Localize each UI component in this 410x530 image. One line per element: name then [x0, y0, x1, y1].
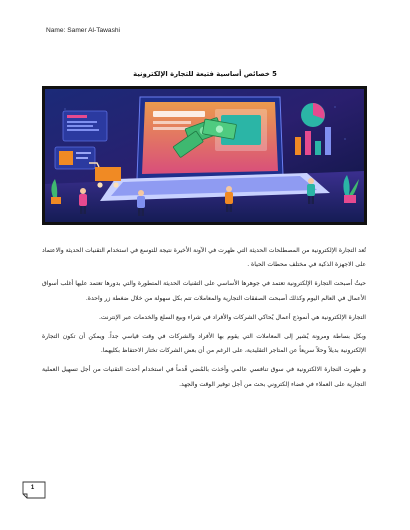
- ecommerce-illustration: [42, 86, 367, 225]
- paragraph-5: و ظهرت التجارة الالكترونية في سوق تنافسي عالمي وأخذت بالمُضي قُدماً في استخدام أحدث التقنيات من أجل تسهيل العملية التجارية على العملاء في فضاء إلكتروني بحث من أجل توفير الوقت والجهد.: [42, 366, 366, 388]
- ecommerce-illustration-art: [45, 89, 364, 222]
- document-body: [42, 244, 366, 397]
- paragraph-3: التجارة الإلكترونية هي أنموذج أعمال يُحاكي الشركات والأفراد في شراء وبيع السلع والخدمات عبر الإنترنت.: [99, 313, 366, 321]
- document-title: 5 خصائص أساسية فتيعة للتجارة الإلكترونية: [133, 70, 277, 78]
- page-number-badge: [22, 481, 47, 499]
- paragraph-2: حيثُ أصبحت التجارة الإلكترونية تعتمد في جوهرها الأساسي على التقنيات الحديثة المتطورة والتي بدورها تعتمد عليها أغلب أسواق الأعمال في العالم اليوم وكذلك أصبحت الصفقات التجارية والمعاملات تتم بكل سهولة من خلال ضغطة زر واحدة.: [42, 280, 366, 302]
- author-name: Name: Samer Al-Tawashi: [46, 27, 121, 34]
- paragraph-4: وبكل بساطة ومرونة يُشير إلى المعاملات التي يقوم بها الأفراد والشركات في وقت قياسي جداً. ويمكن أن تكون التجارة الإلكترونية بديلاً وحلاً سريعاً عن المتاجر التقليدية، على الرغم من أن بعض الشركات تختار الاحتفاظ بكليهما.: [42, 333, 366, 355]
- page-number: 1: [30, 485, 35, 491]
- paragraph-1: تُعد التجارة الإلكترونية من المصطلحات الحديثة التي ظهرت في الآونة الأخيرة نتيجة للتوسع في استخدام التقنيات الحديثة والاعتماد على الاجهزة الذكية في مختلف محطات الحياة .: [42, 247, 366, 269]
